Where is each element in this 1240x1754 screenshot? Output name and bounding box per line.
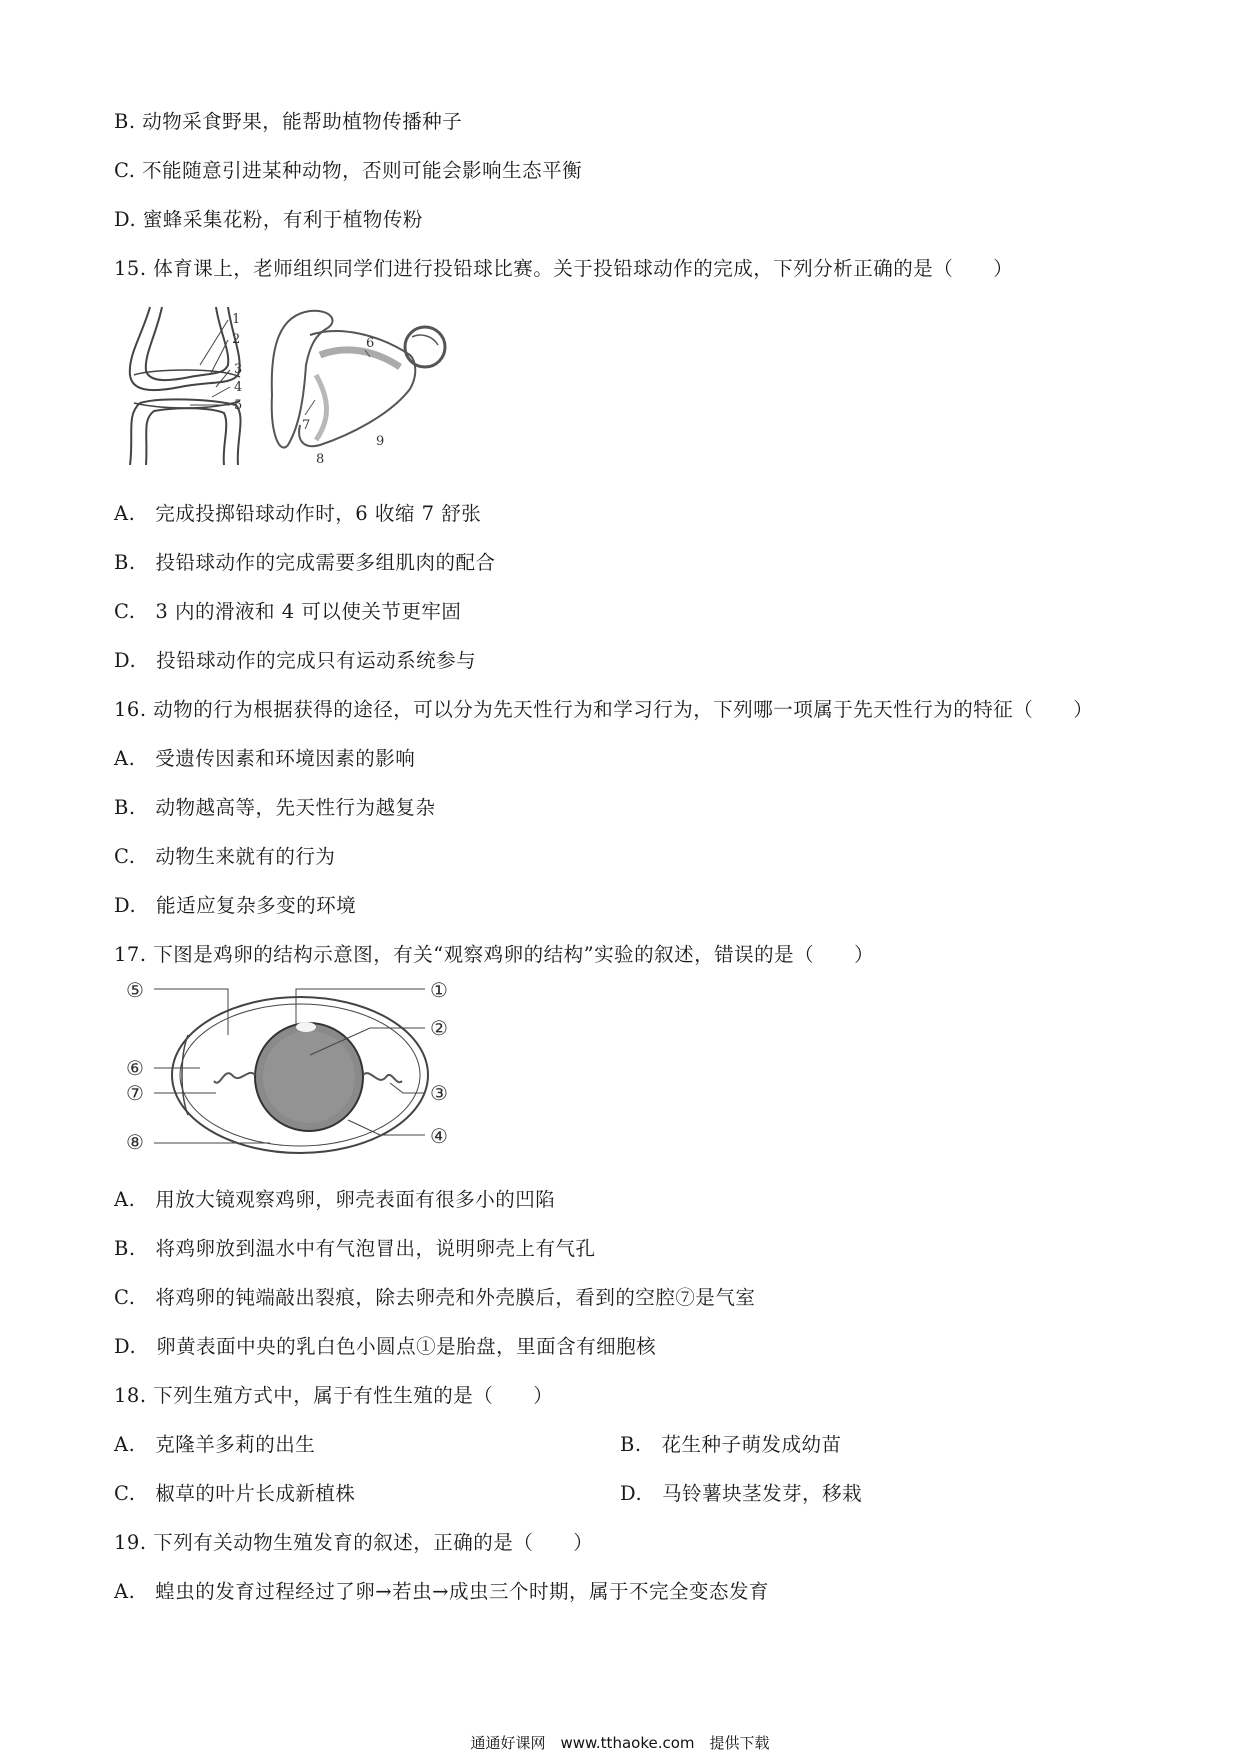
q15-option-b: B. 投铅球动作的完成需要多组肌肉的配合: [114, 551, 496, 574]
q14-option-c: C. 不能随意引进某种动物，否则可能会影响生态平衡: [114, 159, 583, 182]
q17-option-a: A. 用放大镜观察鸡卵，卵壳表面有很多小的凹陷: [114, 1188, 556, 1211]
q18-option-a: A. 克隆羊多莉的出生: [114, 1433, 316, 1456]
page-footer: 通通好课网 www.tthaoke.com 提供下载: [470, 1734, 770, 1752]
q14-option-d: D. 蜜蜂采集花粉，有利于植物传粉: [114, 208, 423, 231]
q16-option-a: A. 受遗传因素和环境因素的影响: [114, 747, 416, 770]
q17-label-3: ③: [430, 1081, 448, 1105]
q17-label-1: ①: [430, 978, 448, 1002]
q19-stem: 19. 下列有关动物生殖发育的叙述，正确的是（ ）: [114, 1531, 594, 1554]
q15-label-3: 3: [234, 362, 243, 377]
q15-joint-arm-figure: [120, 305, 490, 470]
q19-option-a: A. 蝗虫的发育过程经过了卵→若虫→成虫三个时期，属于不完全变态发育: [114, 1580, 769, 1603]
q15-label-2: 2: [232, 332, 241, 347]
q15-label-9: 9: [376, 434, 385, 449]
q16-stem: 16. 动物的行为根据获得的途径，可以分为先天性行为和学习行为，下列哪一项属于先天性行为的特征（ ）: [114, 698, 1094, 721]
q16-option-d: D. 能适应复杂多变的环境: [114, 894, 357, 917]
q17-label-7: ⑦: [126, 1081, 144, 1105]
q17-label-4: ④: [430, 1124, 448, 1148]
q17-option-c: C. 将鸡卵的钝端敲出裂痕，除去卵壳和外壳膜后，看到的空腔⑦是气室: [114, 1286, 756, 1309]
q15-stem: 15. 体育课上，老师组织同学们进行投铅球比赛。关于投铅球动作的完成，下列分析正确的是（ ）: [114, 257, 1014, 280]
q14-option-b: B. 动物采食野果，能帮助植物传播种子: [114, 110, 463, 133]
q18-option-b: B. 花生种子萌发成幼苗: [620, 1433, 842, 1456]
q17-label-8: ⑧: [126, 1130, 144, 1154]
q17-label-2: ②: [430, 1016, 448, 1040]
q16-option-c: C. 动物生来就有的行为: [114, 845, 336, 868]
q15-label-4: 4: [234, 380, 243, 395]
q15-label-1: 1: [232, 312, 241, 327]
q18-option-d: D. 马铃薯块茎发芽，移栽: [620, 1482, 863, 1505]
q15-label-5: 5: [234, 398, 243, 413]
q15-option-d: D. 投铅球动作的完成只有运动系统参与: [114, 649, 477, 672]
q17-option-b: B. 将鸡卵放到温水中有气泡冒出，说明卵壳上有气孔: [114, 1237, 596, 1260]
q15-option-c: C. 3 内的滑液和 4 可以使关节更牢固: [114, 600, 462, 623]
q17-label-5: ⑤: [126, 978, 144, 1002]
q18-option-c: C. 椒草的叶片长成新植株: [114, 1482, 356, 1505]
q17-stem: 17. 下图是鸡卵的结构示意图，有关“观察鸡卵的结构”实验的叙述，错误的是（ ）: [114, 943, 875, 966]
q16-option-b: B. 动物越高等，先天性行为越复杂: [114, 796, 436, 819]
q15-label-6: 6: [366, 336, 375, 351]
q17-egg-structure-figure: [120, 975, 490, 1155]
q15-label-8: 8: [316, 452, 325, 467]
q17-option-d: D. 卵黄表面中央的乳白色小圆点①是胎盘，里面含有细胞核: [114, 1335, 657, 1358]
q17-label-6: ⑥: [126, 1056, 144, 1080]
q15-label-7: 7: [302, 418, 311, 433]
q15-option-a: A. 完成投掷铅球动作时，6 收缩 7 舒张: [114, 502, 482, 525]
q18-stem: 18. 下列生殖方式中，属于有性生殖的是（ ）: [114, 1384, 554, 1407]
